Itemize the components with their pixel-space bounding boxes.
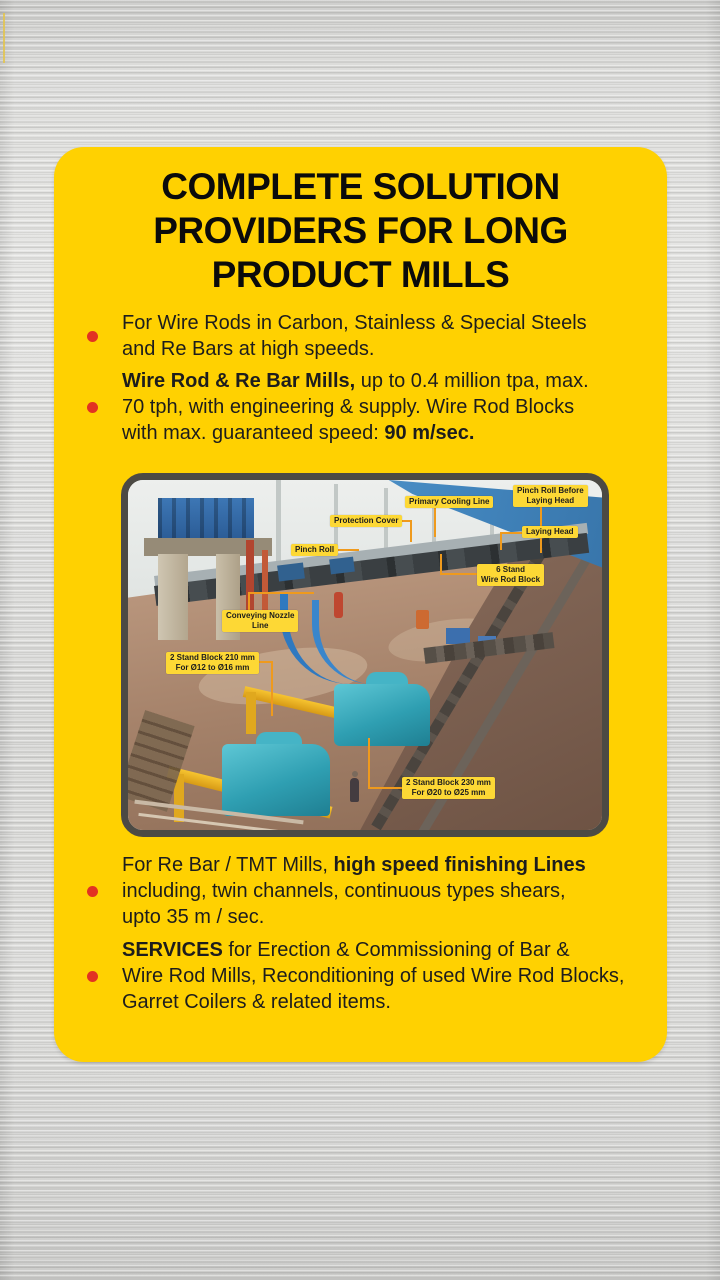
- bullet-text: For Re Bar / TMT Mills, high speed finishing Lines including, twin channels, continuous types shears, upto 35 m / sec.: [122, 854, 586, 928]
- bullet-text: SERVICES for Erection & Commissioning of Bar & Wire Rod Mills, Reconditioning of used Wire Rod Blocks, Garret Coilers & related items.: [122, 939, 625, 1013]
- callout-protection-cover: Protection Cover: [330, 515, 402, 527]
- scene-blue-machine: [158, 498, 254, 542]
- page-title: [54, 165, 667, 297]
- bullet-dot: [87, 971, 98, 982]
- scene-mill-stand: [277, 562, 305, 581]
- callout-laying-head: Laying Head: [522, 526, 578, 538]
- scene-jib-crane-post: [246, 692, 256, 734]
- title-line-1: COMPLETE SOLUTION: [161, 166, 560, 207]
- title-line-3: PRODUCT MILLS: [211, 254, 510, 295]
- mill-photo: [121, 473, 609, 837]
- bullet-dot: [87, 402, 98, 413]
- leader-line: [248, 592, 314, 594]
- callout-pinch-roll-before-laying-head: Pinch Roll Before Laying Head: [513, 485, 588, 507]
- scene-red-hydrant: [334, 592, 343, 618]
- leader-line: [368, 738, 370, 789]
- bullet-wire-rod-mills: [54, 368, 667, 446]
- callout-pinch-roll: Pinch Roll: [291, 544, 338, 556]
- leader-line: [500, 532, 523, 534]
- left-edge-accent: [3, 13, 5, 63]
- callout-primary-cooling-line: Primary Cooling Line: [405, 496, 493, 508]
- bullet-wire-rods: [54, 310, 667, 362]
- leader-line: [500, 532, 502, 550]
- scene-red-column: [262, 550, 268, 614]
- scene-worker: [350, 778, 359, 802]
- scene-worker-head: [352, 771, 358, 777]
- scene-concrete-pillar: [158, 554, 188, 640]
- scene-teal-block-machine: [334, 684, 430, 746]
- bullet-finishing-lines: [54, 852, 667, 930]
- scene-mill-stand: [329, 557, 355, 575]
- bullet-dot: [87, 331, 98, 342]
- leader-line: [410, 520, 412, 542]
- photo-scene: [128, 480, 602, 830]
- leader-line: [440, 554, 442, 575]
- leader-line: [434, 507, 436, 537]
- title-line-2: PROVIDERS FOR LONG: [153, 210, 568, 251]
- yellow-card: [54, 147, 667, 1062]
- bullet-text: Wire Rod & Re Bar Mills, up to 0.4 million tpa, max. 70 tph, with engineering & supply. Wire Rod Blocks with max. guaranteed speed: 90 m/sec.: [122, 370, 589, 444]
- bullet-dot: [87, 886, 98, 897]
- scene-orange-barrel: [416, 610, 429, 629]
- bullet-text: For Wire Rods in Carbon, Stainless & Special Steels and Re Bars at high speeds.: [122, 312, 587, 360]
- leader-line: [248, 592, 250, 611]
- leader-line: [440, 573, 478, 575]
- leader-line: [271, 661, 273, 716]
- bullet-services: [54, 937, 667, 1015]
- callout-conveying-nozzle-line: Conveying Nozzle Line: [222, 610, 298, 632]
- callout-two-stand-block-210: 2 Stand Block 210 mm For Ø12 to Ø16 mm: [166, 652, 259, 674]
- leader-line: [368, 787, 404, 789]
- scene-teal-block-machine: [222, 744, 330, 816]
- callout-wire-rod-block: 6 Stand Wire Rod Block: [477, 564, 544, 586]
- callout-two-stand-block-230: 2 Stand Block 230 mm For Ø20 to Ø25 mm: [402, 777, 495, 799]
